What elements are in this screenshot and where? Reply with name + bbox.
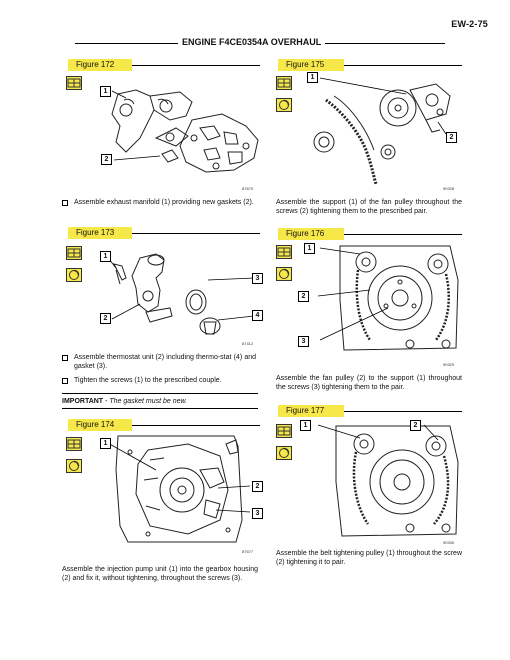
disassembly-icon	[66, 76, 82, 90]
figure-174-text: Assemble the injection pump unit (1) into the gearbox housing (2) and fix it, without tightening, throughout the screws (3).	[62, 566, 258, 582]
disassembly-icon	[66, 246, 82, 260]
tightening-icon	[276, 267, 292, 281]
figure-175-illustration	[300, 70, 462, 190]
tightening-icon	[66, 268, 82, 282]
figure-177-label: Figure 177	[278, 405, 344, 417]
figure-173-illustration	[100, 250, 260, 340]
figure-172-label: Figure 172	[68, 59, 132, 71]
tightening-icon	[66, 459, 82, 473]
figure-175-label: Figure 175	[278, 59, 344, 71]
callout-173-2: 2	[100, 313, 111, 324]
important-note: IMPORTANT - The gasket must be new.	[62, 398, 188, 405]
callout-172-2: 2	[101, 154, 112, 165]
disassembly-icon	[66, 437, 82, 451]
figure-175-text: Assemble the support (1) of the fan pulley throughout the screws (2) tightening them to the prescribed pair.	[276, 199, 462, 215]
figure-172-text: Assemble exhaust manifold (1) providing new gaskets (2).	[74, 198, 256, 207]
figure-173-number: 87412	[242, 341, 254, 346]
figure-172-rule	[132, 65, 260, 66]
figure-173-text-2: Tighten the screws (1) to the prescribed couple.	[74, 376, 256, 385]
figure-174-rule	[132, 425, 260, 426]
figure-172-number: 87670	[242, 186, 254, 191]
disassembly-icon	[276, 424, 292, 438]
callout-174-2: 2	[252, 481, 263, 492]
figure-177-rule	[344, 411, 462, 412]
tightening-icon	[276, 98, 292, 112]
figure-177-number: 90330	[443, 540, 455, 545]
callout-177-2: 2	[410, 420, 421, 431]
page-title: ENGINE F4CE0354A OVERHAUL	[178, 37, 325, 47]
figure-176-label: Figure 176	[278, 228, 344, 240]
checkbox-icon	[62, 378, 68, 384]
page-code: EW-2-75	[451, 19, 488, 29]
callout-173-4: 4	[252, 310, 263, 321]
figure-177-illustration	[300, 418, 462, 542]
figure-172-illustration	[96, 80, 262, 190]
callout-174-1: 1	[100, 438, 111, 449]
callout-175-1: 1	[307, 72, 318, 83]
disassembly-icon	[276, 245, 292, 259]
callout-176-2: 2	[298, 291, 309, 302]
important-rule-bottom	[62, 408, 258, 409]
figure-177-text: Assemble the belt tightening pulley (1) throughout the screw (2) tightening it to pair.	[276, 550, 462, 566]
callout-174-3: 3	[252, 508, 263, 519]
callout-173-3: 3	[252, 273, 263, 284]
tightening-icon	[276, 446, 292, 460]
callout-176-3: 3	[298, 336, 309, 347]
callout-173-1: 1	[100, 251, 111, 262]
figure-176-rule	[344, 234, 462, 235]
figure-176-number: 90329	[443, 362, 455, 367]
figure-175-number: 90328	[443, 186, 455, 191]
callout-177-1: 1	[300, 420, 311, 431]
callout-172-1: 1	[100, 86, 111, 97]
figure-173-label: Figure 173	[68, 227, 132, 239]
figure-176-illustration	[300, 240, 462, 358]
figure-175-rule	[344, 65, 462, 66]
callout-175-2: 2	[446, 132, 457, 143]
figure-174-label: Figure 174	[68, 419, 132, 431]
figure-173-rule	[132, 233, 260, 234]
figure-176-text: Assemble the fan pulley (2) to the support (1) throughout the screws (3) tightening them to the pair.	[276, 375, 462, 391]
figure-174-illustration	[88, 430, 260, 550]
checkbox-icon	[62, 355, 68, 361]
figure-173-text-1: Assemble thermostat unit (2) including thermo-stat (4) and gasket (3).	[74, 353, 256, 371]
callout-176-1: 1	[304, 243, 315, 254]
figure-174-number: 87677	[242, 549, 254, 554]
important-rule-top	[62, 393, 258, 394]
checkbox-icon	[62, 200, 68, 206]
disassembly-icon	[276, 76, 292, 90]
